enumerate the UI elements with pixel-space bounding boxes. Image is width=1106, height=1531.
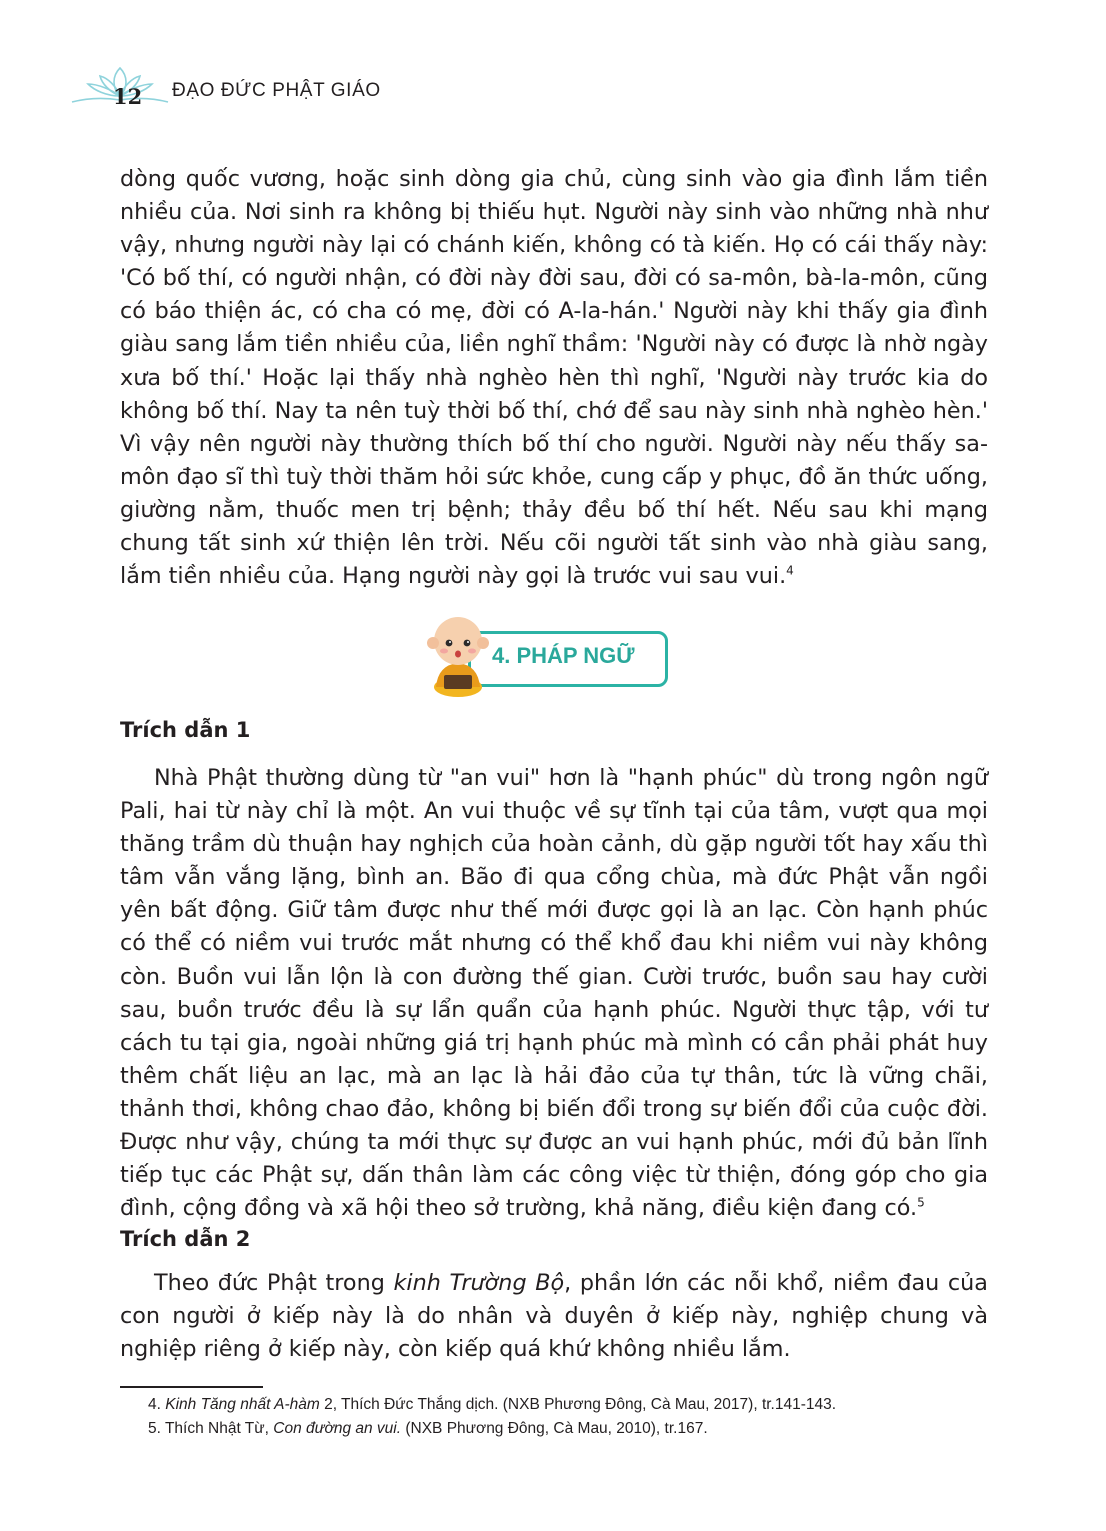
paragraph-text: dòng quốc vương, hoặc sinh dòng gia chủ, cùng sinh vào gia đình lắm tiền nhiều của. Nơi sinh ra không bị thiếu hụt. Người này sinh vào những nhà như vậy, nhưng người này lại có chánh kiến, không có tà kiến. Họ có cái thấy này: 'Có bố thí, có người nhận, có đời này đời sau, đời có sa-môn, bà-la-môn, cũng có báo thiện ác, có cha có mẹ, đời có A-la-hán.' Người này khi thấy gia đình giàu sang lắm tiền nhiều của, liền nghĩ thầm: 'Người này có được là nhờ ngày xưa bố thí.' Hoặc lại thấy nhà nghèo hèn thì nghĩ, 'Người này trước kia do không bố thí. Nay ta nên tuỳ thời bố thí, chớ để sau này sinh nhà nghèo hèn.' Vì vậy nên người này thường thích bố thí cho người. Người này nếu thấy sa-môn đạo sĩ thì tuỳ thời thăm hỏi sức khỏe, cung cấp y phục, đồ ăn thức uống, giường nằm, thuốc men trị bệnh; thảy đều bố thí hết. Nếu sau khi mạng chung tất sinh xứ thiện lên trời. Nếu cõi người tất sinh vào nhà giàu sang, lắm tiền nhiều của. Hạng người này gọi là trước vui sau vui. <box>120 166 988 590</box>
footnote-title: Con đường an vui. <box>273 1420 402 1437</box>
running-title: ĐẠO ĐỨC PHẬT GIÁO <box>172 80 381 101</box>
quote-2-heading: Trích dẫn 2 <box>120 1227 251 1251</box>
footnote-number: 4. <box>148 1396 161 1413</box>
footnote-number: 5. <box>148 1420 161 1437</box>
footnote-ref: 5 <box>917 1195 925 1210</box>
footnote-author: Thích Nhật Từ, <box>160 1420 274 1437</box>
footnote-text: (NXB Phương Đông, Cà Mau, 2010), tr.167. <box>401 1420 708 1437</box>
quote-2-text-before: Theo đức Phật trong <box>154 1270 394 1296</box>
footnote-5 <box>148 1417 998 1441</box>
footnotes <box>148 1393 998 1441</box>
footnote-divider <box>120 1386 263 1388</box>
section-banner <box>418 605 678 700</box>
quote-2-source-title: kinh Trường Bộ <box>393 1270 565 1296</box>
page-header <box>70 62 390 112</box>
monk-reading-icon <box>418 605 498 700</box>
body-paragraph-1 <box>120 163 988 593</box>
section-title: 4. PHÁP NGỮ <box>492 643 635 668</box>
footnote-title: Kinh Tăng nhất A-hàm <box>165 1396 320 1413</box>
quote-1-paragraph <box>120 762 988 1225</box>
page-number: 12 <box>113 84 143 109</box>
quote-2-text-after: , phần lớn các nỗi khổ, niềm đau của con người ở kiếp này là do nhân và duyên ở kiếp này, nghiệp chung và nghiệp riêng ở kiếp này, còn kiếp quá khứ không nhiều lắm. <box>120 1270 988 1363</box>
footnote-text: 2, Thích Đức Thắng dịch. (NXB Phương Đông, Cà Mau, 2017), tr.141-143. <box>319 1396 837 1413</box>
footnote-4 <box>148 1393 998 1417</box>
quote-1-text: Nhà Phật thường dùng từ "an vui" hơn là "hạnh phúc" dù trong ngôn ngữ Pali, hai từ này chỉ là một. An vui thuộc về sự tĩnh tại của tâm, vượt qua mọi thăng trầm dù thuận hay nghịch của hoàn cảnh, dù gặp người tốt hay xấu thì tâm vẫn vắng lặng, bình an. Bão đi qua cổng chùa, mà đức Phật vẫn ngồi yên bất động. Giữ tâm được như thế mới được gọi là an lạc. Còn hạnh phúc có thể có niềm vui trước mắt nhưng có thể khổ đau khi niềm vui này không còn. Buồn vui lẫn lộn là con đường thế gian. Cười trước, buồn sau hay cười sau, buồn trước đều là sự lẩn quẩn của hạnh phúc. Người thực tập, với tư cách tu tại gia, ngoài những giá trị hạnh phúc mà mình có cần phải phát huy thêm chất liệu an lạc, mà an lạc là hải đảo của tự thân, tức là vững chãi, thảnh thơi, không chao đảo, không bị biến đổi trong sự biến đổi của cuộc đời. Được như vậy, chúng ta mới thực sự được an vui hạnh phúc, mới đủ bản lĩnh tiếp tục các Phật sự, dấn thân làm các công việc từ thiện, đóng góp cho gia đình, cộng đồng và xã hội theo sở trường, khả năng, điều kiện đang có. <box>120 765 988 1222</box>
quote-2-paragraph <box>120 1267 988 1366</box>
footnote-ref: 4 <box>786 563 794 578</box>
quote-1-heading: Trích dẫn 1 <box>120 718 251 742</box>
